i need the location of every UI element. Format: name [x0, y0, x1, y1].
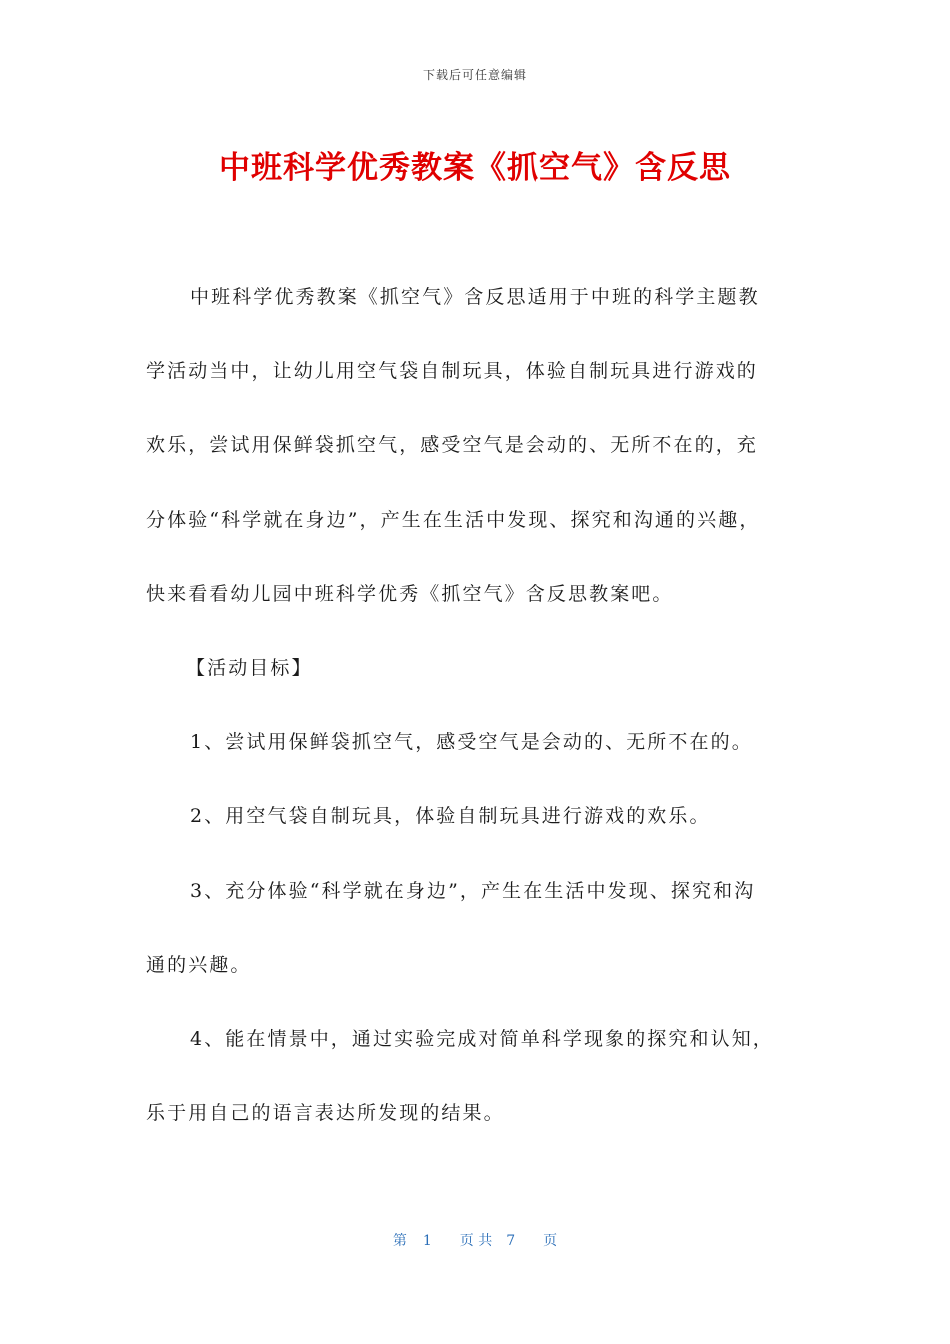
footer-middle: 页 共	[459, 1233, 493, 1249]
total-page-count: 7	[506, 1233, 516, 1249]
goal-item-2: 2、用空气袋自制玩具，体验自制玩具进行游戏的欢乐。	[190, 805, 711, 827]
header-note: 下载后可任意编辑	[422, 68, 527, 82]
goal-item-1: 1、尝试用保鲜袋抓空气，感受空气是会动的、无所不在的。	[190, 731, 753, 753]
intro-line: 学活动当中，让幼儿用空气袋自制玩具，体验自制玩具进行游戏的	[146, 360, 758, 382]
intro-line: 欢乐，尝试用保鲜袋抓空气，感受空气是会动的、无所不在的，充	[146, 434, 758, 456]
section-heading: 【活动目标】	[186, 657, 313, 679]
intro-line: 分体验“科学就在身边”，产生在生活中发现、探究和沟通的兴趣，	[146, 509, 761, 531]
page-number-footer	[0, 1230, 950, 1250]
intro-line: 中班科学优秀教案《抓空气》含反思适用于中班的科学主题教	[190, 286, 760, 308]
intro-line: 快来看看幼儿园中班科学优秀《抓空气》含反思教案吧。	[146, 583, 674, 605]
current-page-number: 1	[422, 1233, 432, 1249]
goal-item-4: 4、能在情景中，通过实验完成对简单科学现象的探究和认知，	[190, 1028, 774, 1050]
goal-item-3-continued: 通的兴趣。	[146, 954, 252, 976]
footer-suffix: 页	[543, 1233, 558, 1249]
document-title: 中班科学优秀教案《抓空气》含反思	[219, 150, 731, 186]
goal-item-4-continued: 乐于用自己的语言表达所发现的结果。	[146, 1102, 505, 1124]
goal-item-3: 3、充分体验“科学就在身边”，产生在生活中发现、探究和沟	[190, 880, 756, 902]
footer-prefix: 第	[392, 1233, 407, 1249]
